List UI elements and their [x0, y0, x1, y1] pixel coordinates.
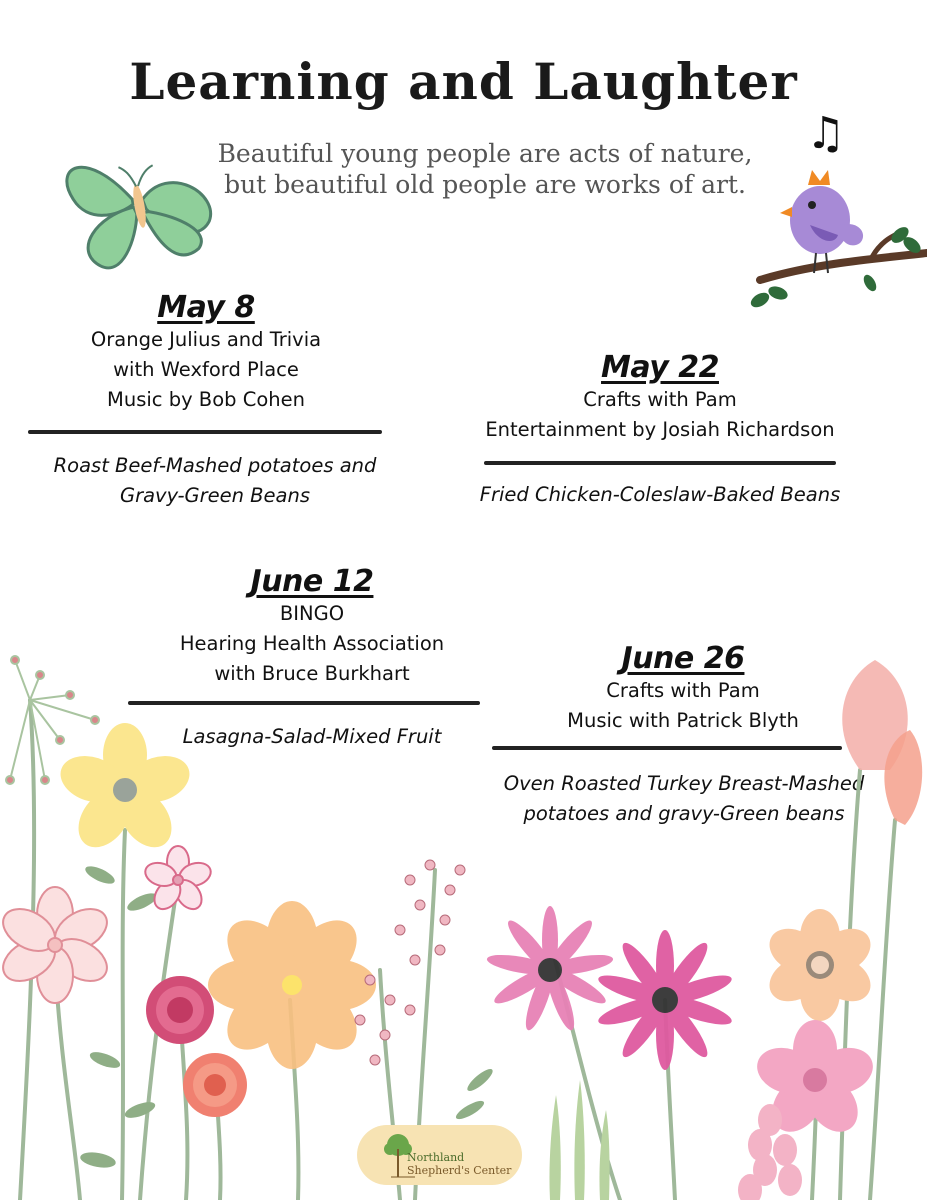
- event-menu: [20, 451, 410, 511]
- event-line: Orange Julius and Trivia: [90, 328, 322, 351]
- bird-on-branch-icon: [740, 165, 927, 325]
- event-line: Music by Bob Cohen: [107, 388, 305, 411]
- event-date: May 8: [157, 290, 255, 325]
- event-date: May 22: [601, 350, 719, 385]
- event-line: BINGO: [279, 602, 345, 625]
- flower-garden-illustration: [0, 640, 927, 1200]
- event-date: June 12: [250, 564, 374, 599]
- page-title: Learning and Laughter: [129, 52, 798, 111]
- event-may-22: [460, 350, 860, 445]
- menu-line: Gravy-Green Beans: [119, 484, 311, 507]
- menu-line: Oven Roasted Turkey Breast-Mashed: [503, 772, 865, 795]
- northland-logo: [357, 1125, 522, 1185]
- menu-line: Roast Beef-Mashed potatoes and: [53, 454, 377, 477]
- logo-name: Northland: [407, 1151, 465, 1164]
- menu-line: Fried Chicken-Coleslaw-Baked Beans: [479, 483, 841, 506]
- divider: [28, 430, 382, 434]
- event-line: Entertainment by Josiah Richardson: [485, 418, 835, 441]
- divider: [484, 461, 836, 465]
- event-line: with Bruce Burkhart: [214, 662, 410, 685]
- menu-line: potatoes and gravy-Green beans: [523, 802, 845, 825]
- event-line: with Wexford Place: [113, 358, 299, 381]
- event-menu: [460, 480, 860, 510]
- menu-line: Lasagna-Salad-Mixed Fruit: [182, 725, 442, 748]
- event-line: Hearing Health Association: [179, 632, 445, 655]
- logo-subtitle: Shepherd's Center: [407, 1164, 512, 1177]
- quote-line-2: but beautiful old people are works of art.: [224, 170, 746, 199]
- quote-line-1: Beautiful young people are acts of nature,: [217, 139, 753, 168]
- quote: [170, 138, 800, 200]
- event-date: June 26: [621, 641, 745, 676]
- event-line: Crafts with Pam: [606, 679, 760, 702]
- butterfly-icon: [55, 118, 225, 283]
- music-note-icon: ♫: [806, 108, 846, 159]
- event-line: Music with Patrick Blyth: [567, 709, 799, 732]
- event-line: Crafts with Pam: [583, 388, 737, 411]
- event-may-8: [28, 290, 384, 415]
